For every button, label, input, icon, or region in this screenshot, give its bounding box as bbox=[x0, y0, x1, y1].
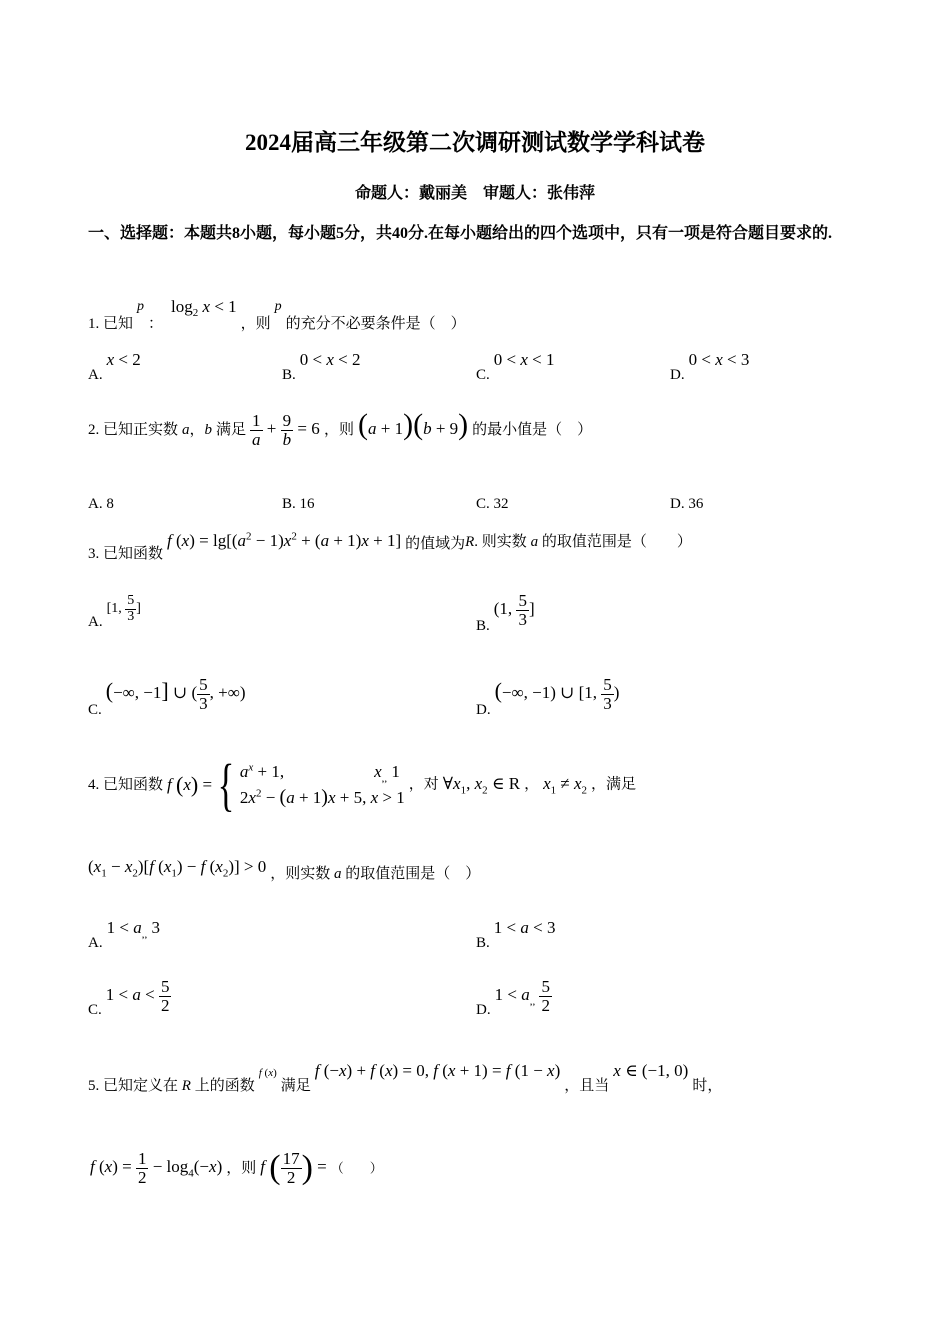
question-1 bbox=[88, 296, 466, 332]
q4-option-c[interactable] bbox=[88, 977, 171, 1019]
q3-expr-b: (1, $\frac{5}{3}$ ] bbox=[493, 591, 535, 629]
q4-dui: ，对 bbox=[408, 776, 439, 793]
q4-option-d[interactable] bbox=[476, 977, 552, 1019]
q4-expr-c: 1 < a < $\frac{5}{2}$ bbox=[105, 977, 170, 1015]
q3-option-b[interactable] bbox=[476, 591, 535, 635]
q3-suffix: 的取值范围是（ ） bbox=[541, 534, 692, 550]
q2-a: a bbox=[182, 422, 190, 438]
q4-label-d: D. bbox=[476, 1002, 491, 1019]
q3-function: f $(x) = \lg[(a^2 - 1)x^2 + (a + 1)x + 1]$ bbox=[167, 530, 402, 550]
question-2: 2. 已知正实数 a，b 满足 $\frac{1}{a}$ + $\frac{9}{b}$ = 6 ，则 (a + 1)(b + 9) 的最小值是（ ） bbox=[88, 408, 593, 449]
q1-option-c[interactable] bbox=[476, 350, 555, 383]
q3-expr-a: [1, $\frac{5}{3}$ ] bbox=[106, 593, 141, 624]
q2-b: b bbox=[204, 422, 213, 438]
q4-label-c: C. bbox=[88, 1002, 102, 1019]
q2-suffix: 的最小值是（ ） bbox=[472, 422, 593, 438]
q4-label-a: A. bbox=[88, 935, 103, 951]
q1-p2: p bbox=[274, 299, 282, 314]
q3-label-d: D. bbox=[476, 702, 491, 719]
q4-label-b: B. bbox=[476, 935, 490, 951]
q3-range-text: 的值域为 bbox=[405, 536, 466, 552]
q5-fx-small: f (x) bbox=[258, 1067, 277, 1079]
q4-forall: $\forall x_1$, $x_2$ ∈ R bbox=[442, 773, 521, 797]
q1-label-a: A. bbox=[88, 367, 103, 383]
q1-colon: ： bbox=[148, 316, 164, 332]
q1-option-d[interactable] bbox=[670, 350, 750, 383]
q3-option-c[interactable] bbox=[88, 675, 246, 719]
q4-neq: $x_1 \ne x_2$ bbox=[543, 773, 588, 797]
q3-label-b: B. bbox=[476, 618, 490, 635]
q4-option-b[interactable] bbox=[476, 918, 556, 951]
q5-query: f ( $\frac{17}{2}$ ) = bbox=[260, 1149, 327, 1187]
q4-suffix: 的取值范围是（ ） bbox=[345, 866, 481, 882]
q2-option-a[interactable]: A. 8 bbox=[88, 496, 114, 512]
page-title: 2024届高三年级第二次调研测试数学学科试卷 bbox=[245, 130, 705, 155]
q2-option-b[interactable]: B. 16 bbox=[282, 496, 315, 512]
q1-expr-b: 0 < x < 2 bbox=[299, 350, 361, 369]
q3-prefix: 3. 已知函数 bbox=[88, 546, 164, 562]
q5-R: R bbox=[178, 1078, 195, 1094]
question-4: 4. 已知函数 f ( x ) = { $a^x + 1$, $x_{,,}$ 1 $2x^2 - (a + 1)x + 5$, x > 1 ，对 $\forall x_1$, $x_2$ ∈ R ， $x_1 \ne x_2$ ，满足 bbox=[88, 752, 637, 817]
q1-label-c: C. bbox=[476, 367, 490, 383]
q1-suffix: 的充分不必要条件是（ ） bbox=[285, 316, 466, 332]
section-heading: 一、选择题：本题共8小题，每小题5分，共40分.在每小题给出的四个选项中，只有一项是符合题目要求的. bbox=[88, 225, 833, 242]
q1-expr-c: 0 < x < 1 bbox=[493, 350, 555, 369]
q4-function: f ( x ) = { $a^x + 1$, $x_{,,}$ 1 $2x^2 - (a + 1)x + 5$, x > 1 bbox=[167, 752, 405, 817]
q5-interval: x ∈ (−1, 0) bbox=[613, 1061, 689, 1080]
q5-condition: f (−x) + f (x) = 0, f (x + 1) = f (1 − x) bbox=[314, 1061, 561, 1080]
q1-label-d: D. bbox=[670, 367, 685, 383]
q4-option-a[interactable] bbox=[88, 918, 160, 951]
q1-expr-d: 0 < x < 3 bbox=[688, 350, 750, 369]
q5-line-2 bbox=[90, 1150, 383, 1187]
q1-option-a[interactable] bbox=[88, 350, 141, 383]
q4-expr-b: 1 < a < 3 bbox=[493, 918, 556, 937]
q2-expression: (a + 1)(b + 9) bbox=[358, 408, 469, 441]
q2-option-d[interactable]: D. 36 bbox=[670, 496, 704, 512]
q1-prefix: 1. 已知 bbox=[88, 316, 134, 332]
q5-prefix: 5. 已知定义在 bbox=[88, 1078, 179, 1094]
q3-expr-d: (−∞, −1) ∪ [1, $\frac{5}{3}$ ) bbox=[494, 675, 620, 713]
q3-R: R bbox=[465, 534, 475, 550]
q5-then: ，则 bbox=[226, 1160, 257, 1177]
q4-satisfy: ，满足 bbox=[591, 776, 637, 793]
q4-prefix: 4. 已知函数 bbox=[88, 776, 164, 793]
q5-satisfy: 满足 bbox=[280, 1078, 311, 1094]
q1-condition: $\log_2 x < 1$ bbox=[171, 297, 237, 319]
q5-definition: f (x) = $\frac{1}{2}$ − $\log_4(-x)$ bbox=[90, 1149, 223, 1187]
q5-shi: 时， bbox=[692, 1078, 723, 1094]
q4-line-2: $(x_1 - x_2)[f$ $(x_1) - f$ $(x_2)] > 0$ ，则实数 a 的取值范围是（ ） bbox=[88, 857, 481, 882]
question-3: 3. 已知函数 f $(x) = \lg[(a^2 - 1)x^2 + (a + 1)x + 1]$ 的值域为R. 则实数 a 的取值范围是（ ） bbox=[88, 530, 692, 562]
q2-condition: $\frac{1}{a}$ + $\frac{9}{b}$ = 6 bbox=[252, 410, 324, 449]
q4-inequality: $(x_1 - x_2)[f$ $(x_1) - f$ $(x_2)] > 0$ bbox=[88, 857, 267, 880]
q3-expr-c: (−∞, −1] ∪ ( $\frac{5}{3}$ , +∞) bbox=[105, 675, 246, 713]
q3-mid: . 则实数 bbox=[474, 534, 527, 550]
question-5 bbox=[88, 1060, 723, 1094]
q1-then: ，则 bbox=[240, 316, 271, 332]
q1-option-b[interactable] bbox=[282, 350, 361, 383]
q3-label-c: C. bbox=[88, 702, 102, 719]
authors-line: 命题人：戴丽美 审题人：张伟萍 bbox=[354, 185, 595, 202]
q5-when: ，且当 bbox=[564, 1078, 610, 1094]
q3-option-a[interactable] bbox=[88, 593, 141, 631]
q2-then: ，则 bbox=[323, 422, 354, 438]
q2-option-c[interactable]: C. 32 bbox=[476, 496, 509, 512]
q1-p: p bbox=[137, 299, 145, 314]
q5-suffix: （ ） bbox=[330, 1160, 383, 1176]
q5-onfn: 上的函数 bbox=[194, 1078, 255, 1094]
q3-label-a: A. bbox=[88, 614, 103, 631]
q3-option-d[interactable] bbox=[476, 675, 620, 719]
q4-line2-text: ，则实数 bbox=[270, 866, 331, 882]
q4-expr-a: $1 < a_{,,}$ 3 bbox=[106, 918, 160, 941]
q1-label-b: B. bbox=[282, 367, 296, 383]
q2-satisfy: 满足 bbox=[216, 422, 247, 438]
q1-expr-a: x < 2 bbox=[106, 350, 141, 369]
q2-prefix: 2. 已知正实数 bbox=[88, 422, 179, 438]
q4-expr-d: $1 < a_{,,}$ $\frac{5}{2}$ bbox=[494, 977, 550, 1015]
